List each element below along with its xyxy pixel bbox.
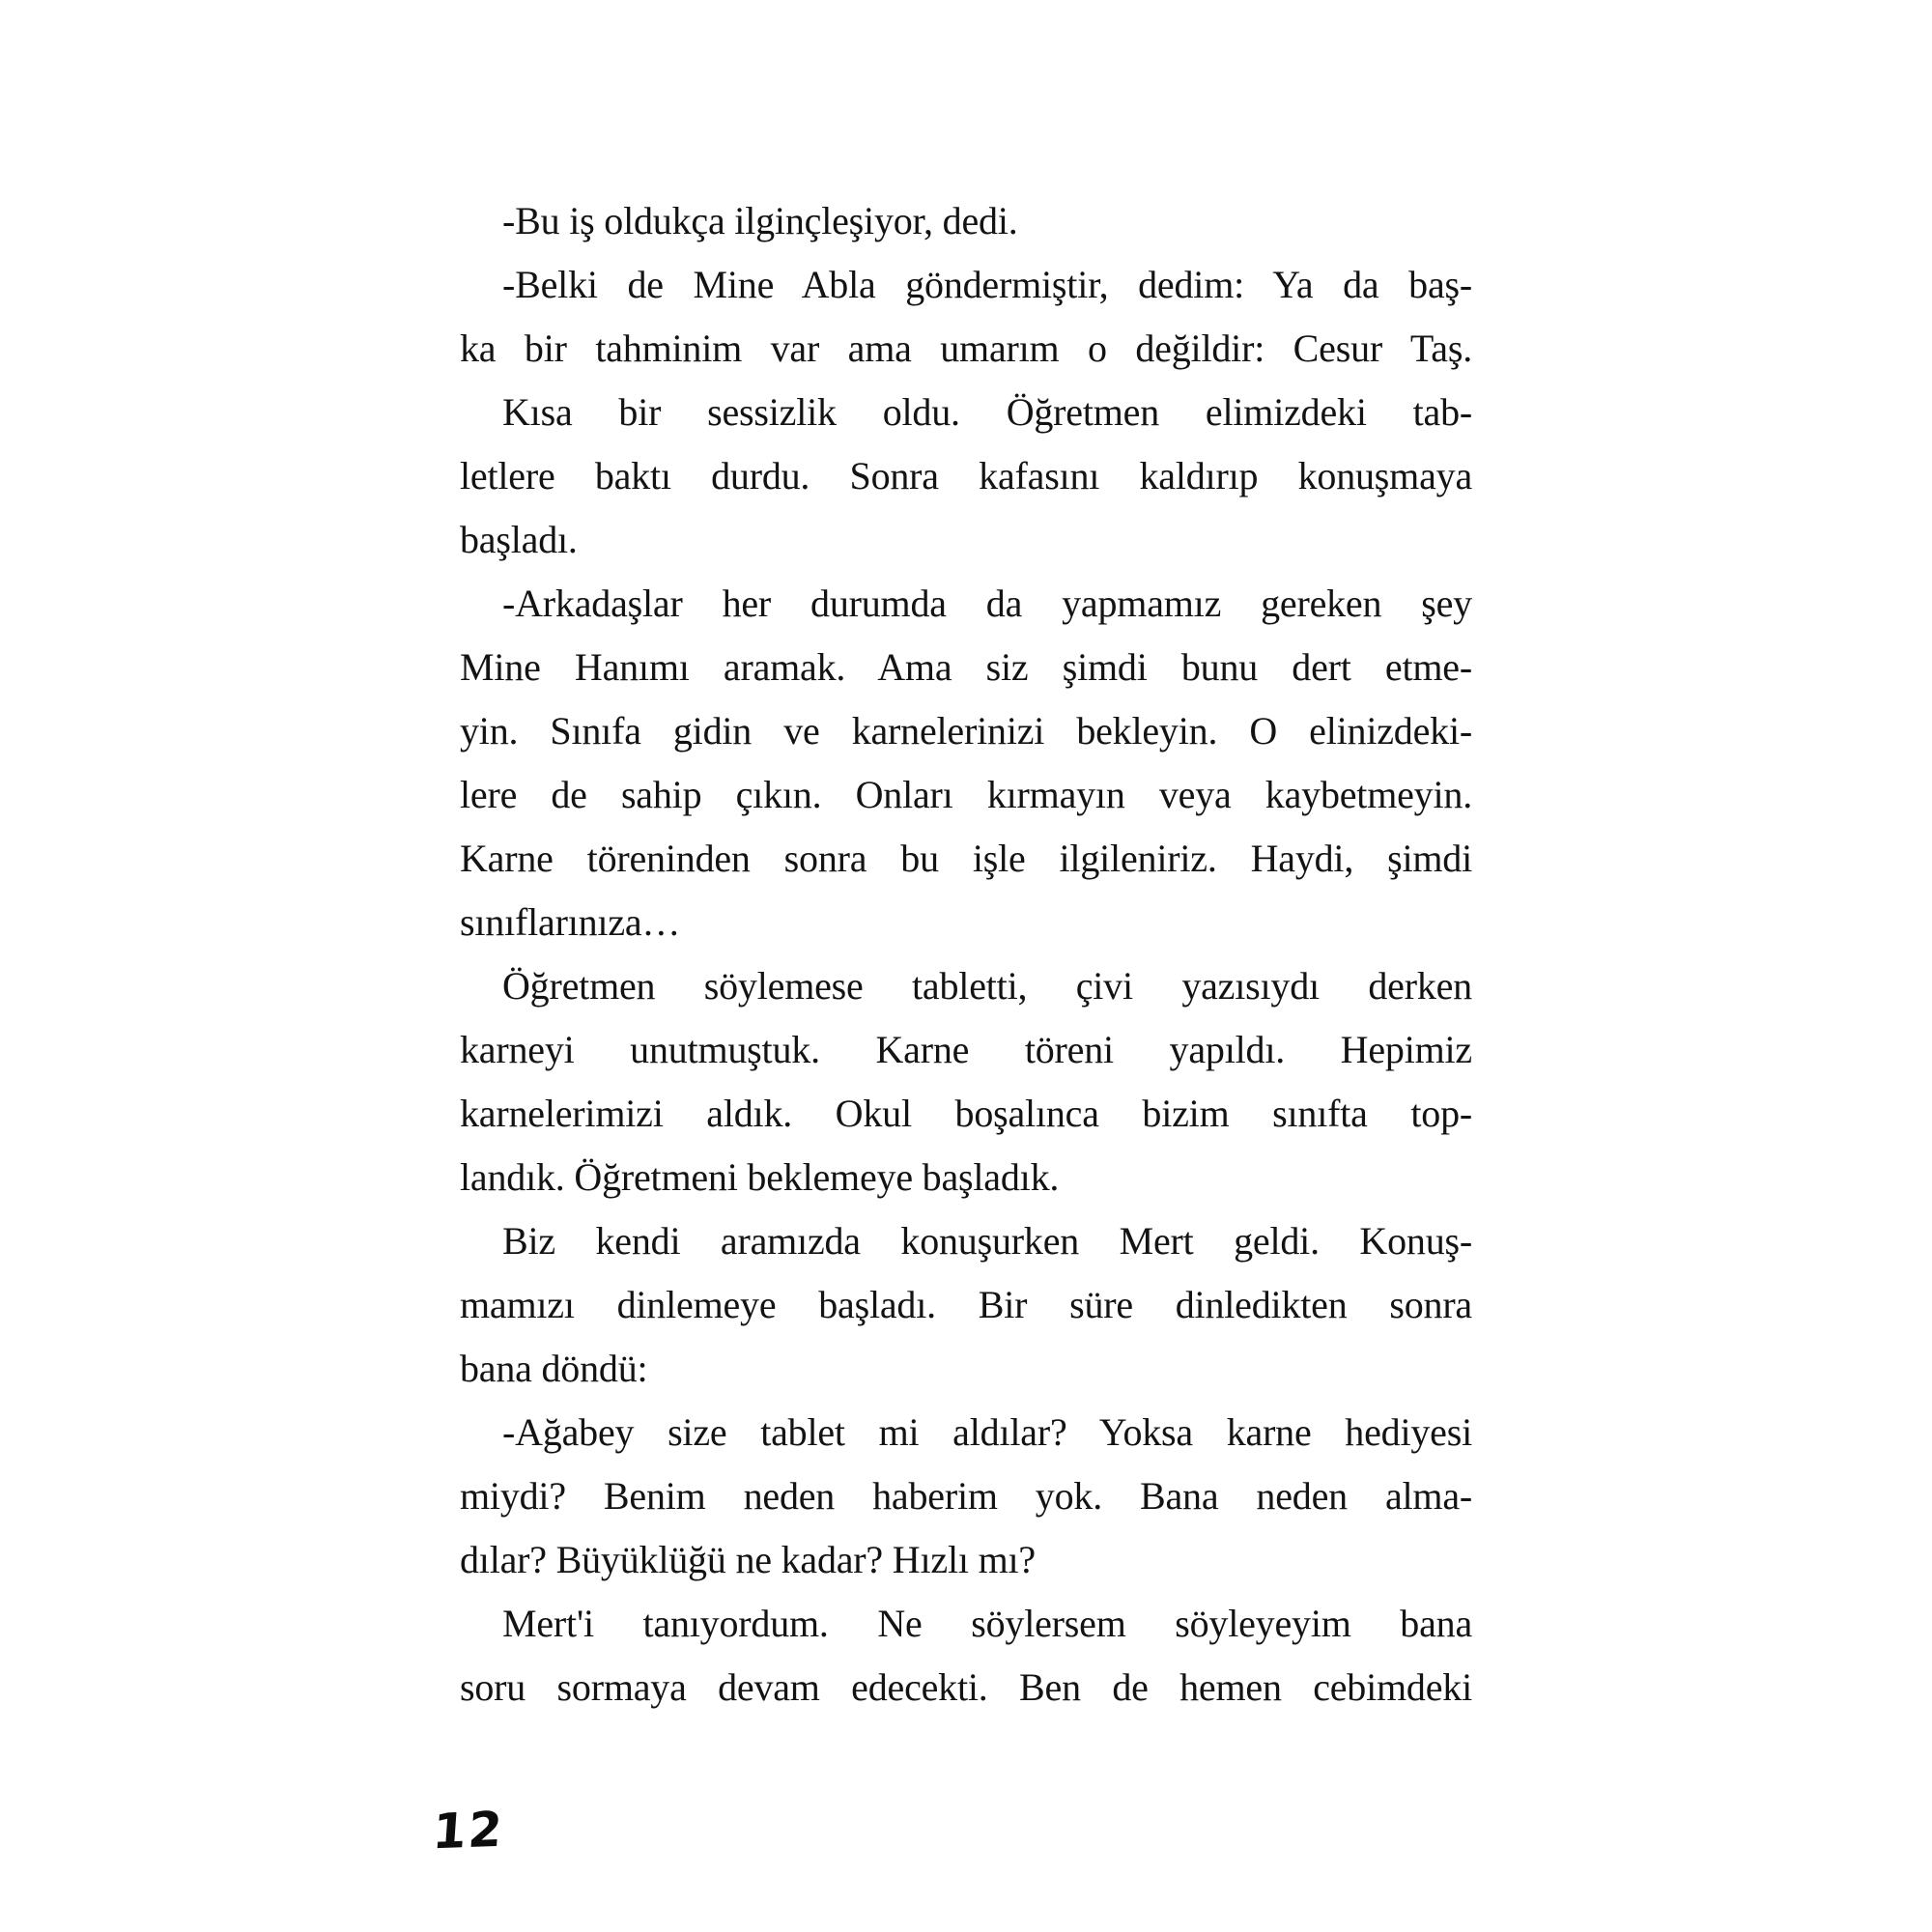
text-line: soru sormaya devam edecekti. Ben de hemen cebimdeki xyxy=(460,1665,1472,1709)
text-line: miydi? Benim neden haberim yok. Bana neden alma- xyxy=(460,1474,1472,1518)
text-line: sınıflarınıza… xyxy=(460,900,681,944)
text-line: Karne töreninden sonra bu işle ilgileniriz. Haydi, şimdi xyxy=(460,837,1472,880)
text-line: -Bu iş oldukça ilginçleşiyor, dedi. xyxy=(502,199,1018,242)
text-line: Kısa bir sessizlik oldu. Öğretmen elimizdeki tab- xyxy=(502,390,1472,434)
text-line: Öğretmen söylemese tabletti, çivi yazısıydı derken xyxy=(502,964,1472,1008)
text-line: -Ağabey size tablet mi aldılar? Yoksa karne hediyesi xyxy=(502,1410,1472,1454)
page-text xyxy=(460,189,1472,1719)
text-line: ka bir tahminim var ama umarım o değildir: Cesur Taş. xyxy=(460,327,1472,370)
text-line: bana döndü: xyxy=(460,1347,648,1390)
text-line: karneyi unutmuştuk. Karne töreni yapıldı. Hepimiz xyxy=(460,1028,1472,1071)
text-line: mamızı dinlemeye başladı. Bir süre dinledikten sonra xyxy=(460,1283,1472,1326)
text-line: -Belki de Mine Abla göndermiştir, dedim: Ya da baş- xyxy=(502,263,1472,306)
text-line: karnelerimizi aldık. Okul boşalınca bizim sınıfta top- xyxy=(460,1092,1472,1135)
page-number: 12 xyxy=(430,1801,506,1861)
text-line: Mine Hanımı aramak. Ama siz şimdi bunu dert etme- xyxy=(460,645,1472,689)
text-line: lere de sahip çıkın. Onları kırmayın veya kaybetmeyin. xyxy=(460,773,1472,816)
text-line: dılar? Büyüklüğü ne kadar? Hızlı mı? xyxy=(460,1538,1036,1581)
text-line: Mert'i tanıyordum. Ne söylersem söyleyeyim bana xyxy=(502,1602,1472,1645)
text-line: -Arkadaşlar her durumda da yapmamız gereken şey xyxy=(502,582,1472,625)
text-line: landık. Öğretmeni beklemeye başladık. xyxy=(460,1155,1060,1199)
text-line: yin. Sınıfa gidin ve karnelerinizi bekleyin. O elinizdeki- xyxy=(460,709,1472,753)
text-line: başladı. xyxy=(460,518,578,561)
text-line: Biz kendi aramızda konuşurken Mert geldi. Konuş- xyxy=(502,1219,1472,1263)
text-line: letlere baktı durdu. Sonra kafasını kaldırıp konuşmaya xyxy=(460,454,1472,497)
